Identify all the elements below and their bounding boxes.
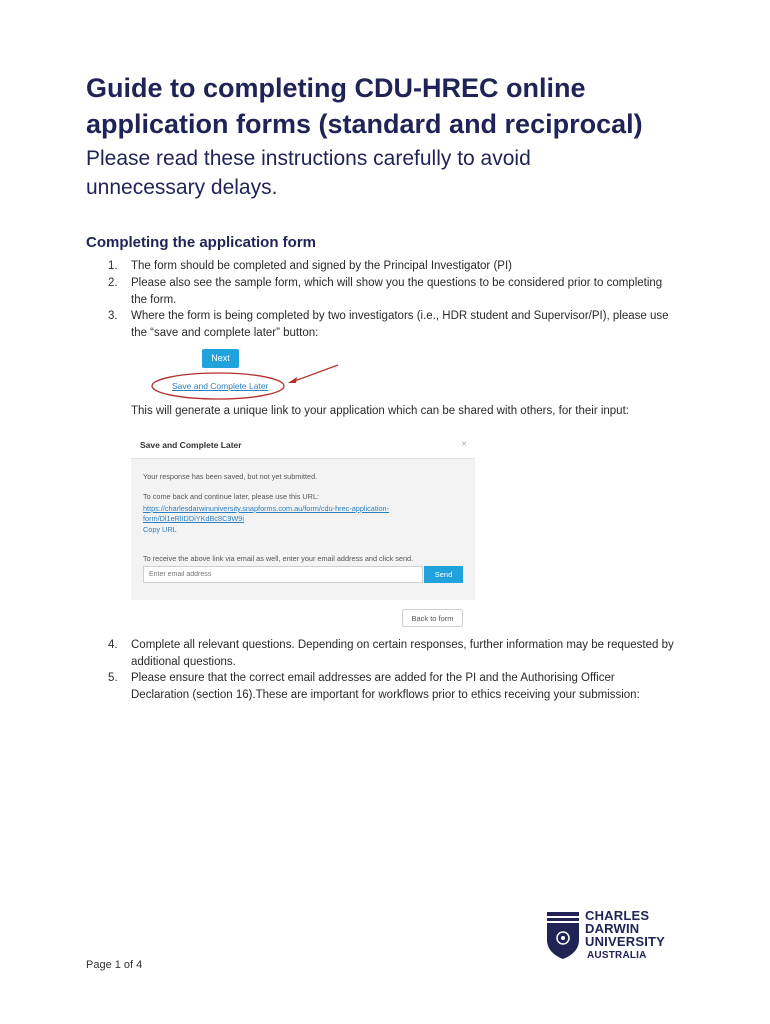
link-paragraph: This will generate a unique link to your application which can be shared with others, for their input:	[131, 405, 629, 417]
annotation-arrow-line	[292, 365, 338, 382]
dialog-header	[131, 434, 475, 459]
document-title	[86, 70, 726, 142]
resume-url-line-2[interactable]: form/Dl1eRlIDDiYKdBc8C9W9i	[143, 514, 244, 523]
save-and-complete-later-link[interactable]: Save and Complete Later	[172, 381, 269, 391]
saved-message: Your response has been saved, but not yet submitted.	[143, 472, 318, 481]
list-number: 1.	[108, 260, 118, 272]
list-text: Please also see the sample form, which will show you the questions to be considered prior to completing the form.	[131, 277, 663, 306]
logo-line-3: UNIVERSITY	[585, 934, 666, 949]
resume-url-line-1[interactable]: https://charlesdarwinuniversity.snapforms.com.au/form/cdu-hrec-application-	[143, 504, 390, 513]
list-number: 2.	[108, 277, 118, 289]
logo-line-1: CHARLES	[585, 908, 650, 923]
document-subtitle	[86, 144, 706, 202]
email-input[interactable]	[143, 566, 423, 583]
list-text: Where the form is being completed by two investigators (i.e., HDR student and Supervisor/PI), please use the “save and complete later” button:	[131, 310, 669, 339]
url-intro: To come back and continue later, please use this URL:	[143, 492, 320, 501]
title-line-2: application forms (standard and reciprocal)	[86, 109, 643, 139]
university-logo	[546, 909, 696, 965]
close-icon[interactable]: ×	[461, 439, 467, 450]
page-number: Page 1 of 4	[86, 959, 143, 971]
back-to-form-button[interactable]: Back to form	[402, 609, 463, 627]
section-heading: Completing the application form	[86, 234, 317, 251]
logo-line-2: DARWIN	[585, 921, 640, 936]
title-line-1: Guide to completing CDU-HREC online	[86, 73, 586, 103]
annotation-arrow-head	[288, 377, 297, 383]
logo-line-4: AUSTRALIA	[587, 950, 647, 961]
subtitle-line-2: unnecessary delays.	[86, 176, 278, 199]
email-prompt: To receive the above link via email as well, enter your email address and click send.	[143, 554, 414, 563]
list-number: 3.	[108, 310, 118, 322]
logo-wordmark	[585, 909, 665, 962]
list-text: The form should be completed and signed by the Principal Investigator (PI)	[131, 260, 512, 272]
send-button[interactable]: Send	[424, 566, 463, 583]
list-text: Please ensure that the correct email addresses are added for the PI and the Authorising Officer Declaration (section 16).These are important for workflows prior to ethics receiving your submission:	[131, 672, 640, 701]
shield-icon	[546, 912, 580, 960]
dialog-title: Save and Complete Later	[140, 440, 242, 450]
list-text: Complete all relevant questions. Depending on certain responses, further information may be requested by additional questions.	[131, 639, 674, 668]
subtitle-line-1: Please read these instructions carefully to avoid	[86, 147, 531, 170]
copy-url-link[interactable]: Copy URL	[143, 525, 177, 534]
list-number: 5.	[108, 672, 118, 684]
next-button[interactable]: Next	[202, 349, 239, 368]
save-later-dialog	[131, 434, 475, 600]
list-number: 4.	[108, 639, 118, 651]
